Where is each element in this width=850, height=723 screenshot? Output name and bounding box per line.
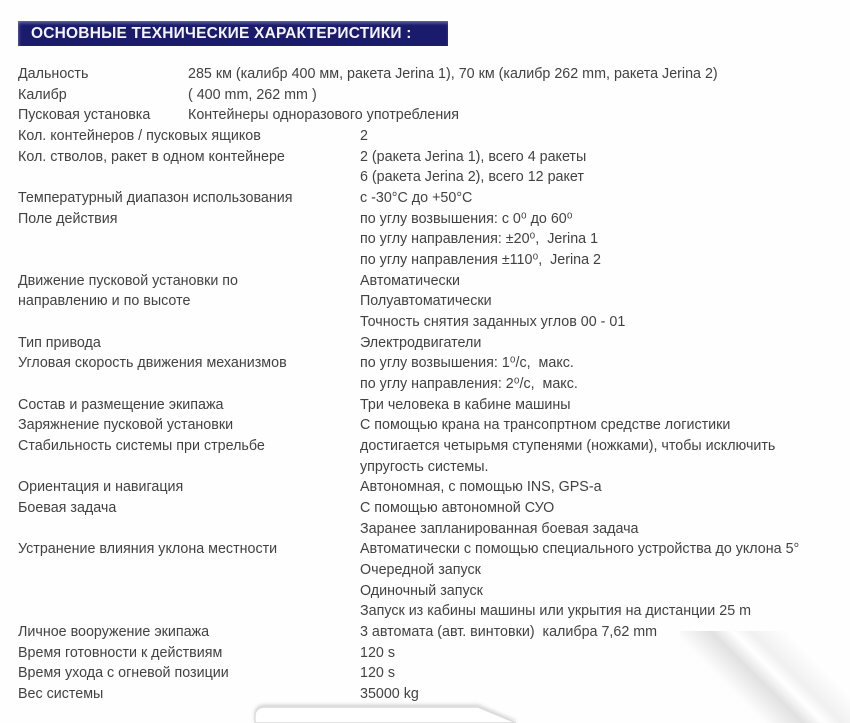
section-title: ОСНОВНЫЕ ТЕХНИЧЕСКИЕ ХАРАКТЕРИСТИКИ : — [31, 24, 412, 42]
spec-row — [18, 209, 842, 230]
spec-row — [18, 498, 842, 519]
spec-value: Запуск из кабины машины или укрытия на дистанции 25 m — [360, 603, 752, 620]
spec-label: Калибр — [18, 86, 67, 103]
spec-label: Вес системы — [18, 686, 104, 703]
spec-row — [18, 601, 842, 622]
spec-label: Пусковая установка — [18, 107, 151, 124]
spec-value: по углу возвышения: с 0⁰ до 60⁰ — [360, 210, 573, 227]
spec-label: Личное вооружение экипажа — [18, 624, 210, 641]
spec-value: 35000 kg — [360, 686, 419, 703]
spec-value: Заранее запланированная боевая задача — [360, 520, 639, 537]
spec-value: Полуавтоматически — [360, 293, 492, 310]
spec-label: Дальность — [18, 66, 89, 82]
spec-value: С помощью автономной СУО — [360, 500, 555, 517]
spec-value: по углу направления ±110⁰, Jerina 2 — [360, 252, 601, 269]
spec-row — [18, 105, 842, 126]
spec-row — [18, 333, 842, 354]
spec-value: 120 s — [360, 665, 395, 682]
spec-row — [18, 436, 842, 457]
spec-table — [18, 64, 842, 705]
spec-row — [18, 643, 842, 664]
spec-value: достигается четырьмя ступенями (ножками), чтобы исключить — [360, 438, 776, 455]
spec-value: по углу направления: ±20⁰, Jerina 1 — [360, 231, 599, 248]
spec-row — [18, 271, 842, 292]
spec-row — [18, 477, 842, 498]
spec-row — [18, 663, 842, 684]
spec-row — [18, 457, 842, 478]
spec-value: 120 s — [360, 644, 395, 661]
spec-row — [18, 684, 842, 705]
spec-row — [18, 581, 842, 602]
spec-row — [18, 415, 842, 436]
spec-value: ( 400 mm, 262 mm ) — [188, 86, 317, 103]
spec-value: 3 автомата (авт. винтовки) калибра 7,62 mm — [360, 624, 658, 641]
spec-row — [18, 229, 842, 250]
spec-label: Боевая задача — [18, 500, 117, 517]
spec-row — [18, 560, 842, 581]
spec-value: 2 (ракета Jerina 1), всего 4 ракеты — [360, 148, 587, 165]
spec-value: С помощью крана на трансопртном средстве логистики — [360, 417, 731, 434]
spec-value: Автоматически — [360, 272, 460, 289]
spec-label: Кол. контейнеров / пусковых ящиков — [18, 128, 261, 145]
spec-value: Автономная, с помощью INS, GPS-a — [360, 479, 602, 496]
spec-row — [18, 64, 842, 85]
spec-row — [18, 312, 842, 333]
spec-row — [18, 395, 842, 416]
spec-value: упругость системы. — [360, 458, 489, 475]
spec-label: Угловая скорость движения механизмов — [18, 355, 287, 372]
spec-row — [18, 519, 842, 540]
spec-label: Кол. стволов, ракет в одном контейнере — [18, 148, 285, 165]
spec-label: Ориентация и навигация — [18, 479, 184, 496]
spec-value: 6 (ракета Jerina 2), всего 12 ракет — [360, 169, 584, 186]
card-top-edge — [255, 707, 516, 723]
spec-row — [18, 167, 842, 188]
spec-value: с -30°C до +50°C — [360, 190, 473, 207]
spec-row — [18, 250, 842, 271]
spec-value: 2 — [360, 128, 368, 145]
spec-label: Устранение влияния уклона местности — [18, 541, 278, 558]
spec-value: Автоматически с помощью специального устройства до уклона 5° — [360, 541, 800, 558]
spec-label: Стабильность системы при стрельбе — [18, 438, 265, 455]
spec-row — [18, 539, 842, 560]
spec-label: Время готовности к действиям — [18, 644, 223, 661]
spec-label: Движение пусковой установки по — [18, 272, 238, 289]
spec-label: Время ухода с огневой позиции — [18, 665, 229, 682]
spec-row — [18, 374, 842, 395]
spec-row — [18, 85, 842, 106]
spec-value: по углу возвышения: 1⁰/с, макс. — [360, 355, 574, 372]
spec-value: Очередной запуск — [360, 562, 481, 579]
spec-value: Точность снятия заданных углов 00 - 01 — [360, 314, 626, 331]
spec-value: Три человека в кабине машины — [360, 396, 571, 413]
spec-label: направлению и по высоте — [18, 293, 191, 310]
spec-value: Электродвигатели — [360, 334, 482, 351]
spec-value: 285 км (калибр 400 мм, ракета Jerina 1), 70 км (калибр 262 mm, ракета Jerina 2) — [188, 66, 718, 82]
spec-row — [18, 622, 842, 643]
spec-row — [18, 291, 842, 312]
spec-row — [18, 147, 842, 168]
spec-value: Одиночный запуск — [360, 582, 483, 599]
spec-label: Состав и размещение экипажа — [18, 396, 224, 413]
spec-row — [18, 126, 842, 147]
spec-label: Тип привода — [18, 334, 101, 351]
spec-row — [18, 353, 842, 374]
spec-label: Заряжнение пусковой установки — [18, 417, 234, 434]
spec-value: Контейнеры одноразового употребления — [188, 107, 459, 124]
section-header-bar — [18, 21, 448, 46]
spec-label: Поле действия — [18, 210, 118, 227]
spec-label: Температурный диапазон использования — [18, 190, 293, 207]
spec-row — [18, 188, 842, 209]
spec-value: по углу направления: 2⁰/с, макс. — [360, 376, 578, 393]
